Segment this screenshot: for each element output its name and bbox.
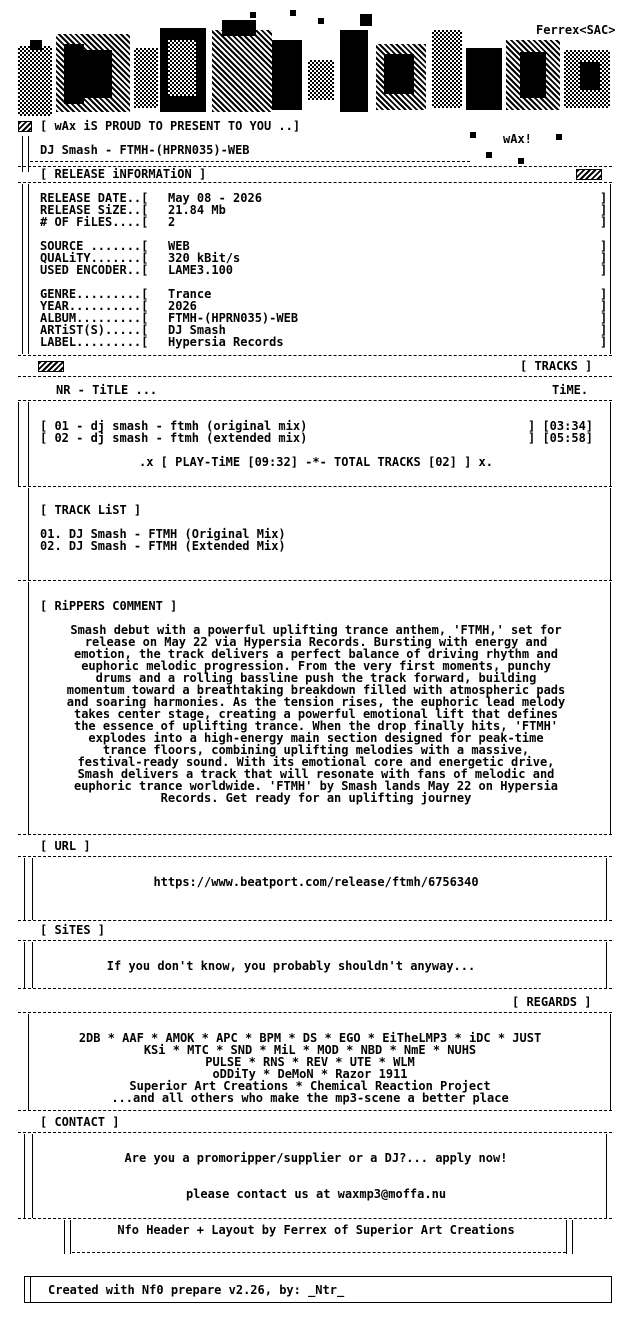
comment-line: festival-ready sound. With its emotional core and energetic drive, xyxy=(77,755,555,769)
info-end-bracket: ] xyxy=(600,323,608,337)
track-time: ] [03:34] xyxy=(528,419,594,433)
url-link[interactable]: https://www.beatport.com/release/ftmh/6756340 xyxy=(153,875,479,889)
comment-line: Smash delivers a track that will resonate with fans of melodic and xyxy=(77,767,555,781)
regards-line: ...and all others who make the mp3-scene a better place xyxy=(111,1091,509,1105)
divider xyxy=(24,1276,612,1277)
track-title: [ 02 - dj smash - ftmh (extended mix) xyxy=(40,431,308,445)
comment-line: the essence of uplifting trance. When the drop finally hits, 'FTMH' xyxy=(73,719,559,733)
release-name: DJ Smash - FTMH-(HPRN035)-WEB xyxy=(40,143,250,157)
border xyxy=(28,184,29,354)
comment-line: release on May 22 via Hypersia Records. Bursting with energy and xyxy=(84,635,548,649)
divider xyxy=(18,1218,612,1219)
decor-hatch xyxy=(38,361,64,372)
group-tag: wAx! xyxy=(503,132,532,146)
divider xyxy=(18,376,612,377)
divider xyxy=(18,486,612,487)
info-end-bracket: ] xyxy=(600,335,608,349)
sites-title: [ SiTES ] xyxy=(40,923,106,937)
info-label: ALBUM.........[ xyxy=(40,311,149,325)
divider xyxy=(18,580,612,581)
col-nr-title: NR - TiTLE ... xyxy=(56,383,158,397)
track-list-item-1: 01. DJ Smash - FTMH (Original Mix) xyxy=(40,527,286,541)
present-line: [ wAx iS PROUD TO PRESENT TO YOU ..] xyxy=(40,119,301,133)
info-label: QUALiTY.......[ xyxy=(40,251,149,265)
info-end-bracket: ] xyxy=(600,263,608,277)
divider xyxy=(18,1110,612,1111)
info-value: 2026 xyxy=(168,299,197,313)
divider xyxy=(18,1132,612,1133)
info-value: Trance xyxy=(168,287,212,301)
layout-credit: Nfo Header + Layout by Ferrex of Superior Art Creations xyxy=(117,1223,515,1237)
info-end-bracket: ] xyxy=(600,287,608,301)
info-value: May 08 - 2026 xyxy=(168,191,262,205)
border xyxy=(32,1134,33,1218)
regards-line: 2DB * AAF * AMOK * APC * BPM * DS * EGO * EiTheLMP3 * iDC * JUST xyxy=(78,1031,542,1045)
border xyxy=(28,402,29,486)
info-label: # OF FiLES....[ xyxy=(40,215,149,229)
border xyxy=(24,1276,25,1302)
col-time: TiME. xyxy=(552,383,589,397)
divider xyxy=(18,182,612,183)
regards-title: [ REGARDS ] xyxy=(512,995,592,1009)
border xyxy=(610,488,611,580)
info-end-bracket: ] xyxy=(600,311,608,325)
comment-line: euphoric trance worldwide. 'FTMH' by Smash lands May 22 on Hypersia xyxy=(73,779,559,793)
border xyxy=(18,402,19,486)
info-value: 21.84 Mb xyxy=(168,203,226,217)
decor-hatch xyxy=(576,169,602,180)
divider xyxy=(18,988,612,989)
release-info-title: [ RELEASE iNFORMATiON ] xyxy=(40,167,207,181)
divider xyxy=(18,1012,612,1013)
info-value: 2 xyxy=(168,215,176,229)
regards-line: KSi * MTC * SND * MiL * MOD * NBD * NmE * NUHS xyxy=(143,1043,477,1057)
comment-title: [ RiPPERS C0MMENT ] xyxy=(40,599,178,613)
border xyxy=(24,858,25,920)
decor-hatch xyxy=(18,121,32,132)
border xyxy=(610,402,611,486)
info-label: USED ENCODER..[ xyxy=(40,263,149,277)
info-value: WEB xyxy=(168,239,190,253)
created-with: Created with Nf0 prepare v2.26, by: _Ntr_ xyxy=(48,1283,345,1297)
info-end-bracket: ] xyxy=(600,215,608,229)
track-time: ] [05:58] xyxy=(528,431,594,445)
comment-line: takes center stage, creating a powerful emotional lift that defines xyxy=(73,707,559,721)
track-list-title: [ TRACK LiST ] xyxy=(40,503,142,517)
comment-line: Smash debut with a powerful uplifting trance anthem, 'FTMH,' set for xyxy=(70,623,562,637)
border xyxy=(28,488,29,580)
divider xyxy=(72,1252,566,1253)
border xyxy=(30,1276,31,1302)
info-value: LAME3.100 xyxy=(168,263,234,277)
border xyxy=(606,1134,607,1218)
info-label: GENRE.........[ xyxy=(40,287,149,301)
info-label: SOURCE .......[ xyxy=(40,239,149,253)
divider xyxy=(18,856,612,857)
track-list-item-2: 02. DJ Smash - FTMH (Extended Mix) xyxy=(40,539,286,553)
sites-text: If you don't know, you probably shouldn't anyway... xyxy=(106,959,476,973)
tracks-title: [ TRACKS ] xyxy=(520,359,593,373)
comment-line: emotion, the track delivers a perfect balance of driving rhythm and xyxy=(73,647,559,661)
info-value: FTMH-(HPRN035)-WEB xyxy=(168,311,299,325)
info-value: DJ Smash xyxy=(168,323,226,337)
logo xyxy=(0,0,632,120)
comment-line: and soaring harmonies. As the tension rises, the euphoric lead melody xyxy=(66,695,566,709)
divider xyxy=(18,400,612,401)
border xyxy=(606,942,607,988)
regards-line: Superior Art Creations * Chemical Reaction Project xyxy=(129,1079,491,1093)
border xyxy=(22,184,23,354)
contact-line-1: Are you a promoripper/supplier or a DJ?... apply now! xyxy=(124,1151,508,1165)
border xyxy=(611,1276,612,1302)
divider xyxy=(18,834,612,835)
info-end-bracket: ] xyxy=(600,191,608,205)
contact-line-2: please contact us at waxmp3@moffa.nu xyxy=(185,1187,447,1201)
divider xyxy=(18,355,612,356)
comment-line: trance floors, combining uplifting melodies with a massive, xyxy=(102,743,530,757)
artist-credit: Ferrex<SAC> xyxy=(536,23,616,37)
info-end-bracket: ] xyxy=(600,239,608,253)
divider xyxy=(18,940,612,941)
comment-line: explodes into a high-energy main section designed for peak-time xyxy=(88,731,544,745)
divider xyxy=(18,920,612,921)
url-title: [ URL ] xyxy=(40,839,91,853)
regards-line: oDDiTy * DeMoN * Razor 1911 xyxy=(212,1067,408,1081)
border xyxy=(32,858,33,920)
comment-line: momentum toward a breathtaking breakdown filled with atmospheric pads xyxy=(66,683,566,697)
info-end-bracket: ] xyxy=(600,251,608,265)
info-label: RELEASE SiZE..[ xyxy=(40,203,149,217)
border xyxy=(610,184,611,354)
info-value: 320 kBit/s xyxy=(168,251,241,265)
contact-title: [ CONTACT ] xyxy=(40,1115,120,1129)
info-end-bracket: ] xyxy=(600,299,608,313)
comment-line: drums and a rolling bassline push the track forward, building xyxy=(95,671,537,685)
info-label: LABEL.........[ xyxy=(40,335,149,349)
border xyxy=(24,1134,25,1218)
regards-line: PULSE * RNS * REV * UTE * WLM xyxy=(205,1055,415,1069)
divider xyxy=(24,1302,612,1303)
track-title: [ 01 - dj smash - ftmh (original mix) xyxy=(40,419,308,433)
border xyxy=(606,858,607,920)
info-end-bracket: ] xyxy=(600,203,608,217)
comment-line: Records. Get ready for an uplifting journey xyxy=(160,791,472,805)
divider xyxy=(30,161,470,162)
info-label: ARTiST(S).....[ xyxy=(40,323,149,337)
info-label: RELEASE DATE..[ xyxy=(40,191,149,205)
info-value: Hypersia Records xyxy=(168,335,284,349)
info-label: YEAR..........[ xyxy=(40,299,149,313)
tracks-summary: .x [ PLAY-TiME [09:32] -*- TOTAL TRACKS [02] ] x. xyxy=(138,455,493,469)
comment-line: euphoric melodic progression. From the very first moments, punchy xyxy=(81,659,551,673)
